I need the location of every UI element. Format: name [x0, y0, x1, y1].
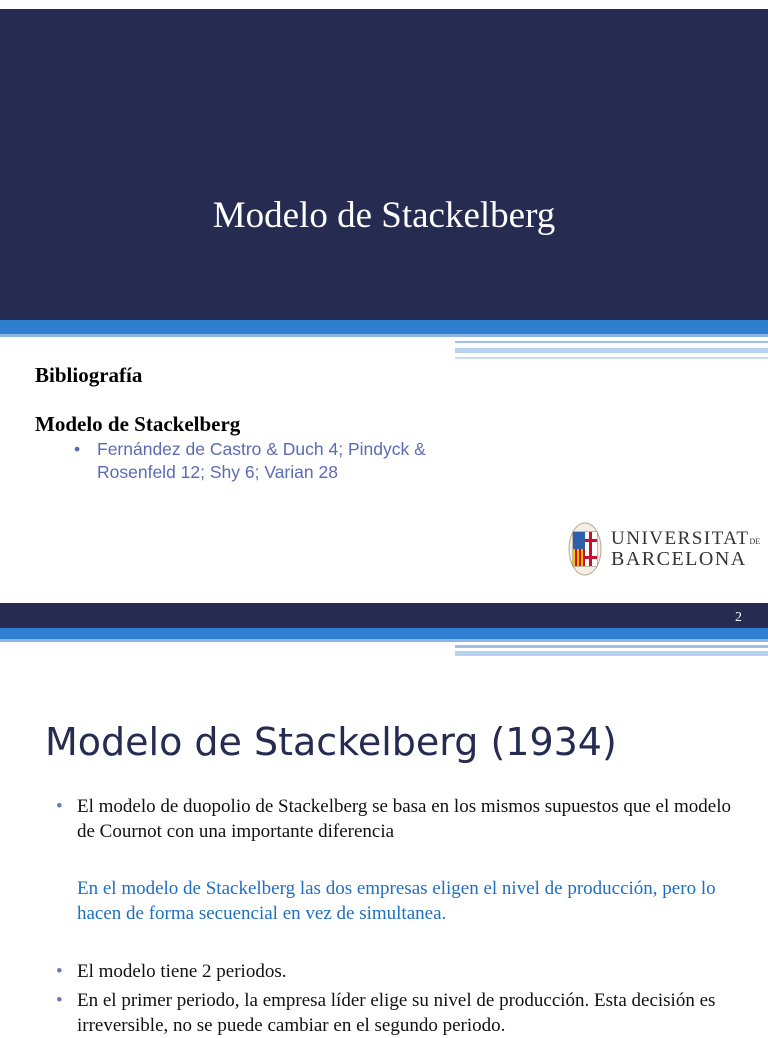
page-number: 2 [735, 610, 742, 625]
list-item [74, 438, 494, 484]
university-crest-icon [568, 522, 602, 576]
university-name-line1: UNIVERSITATDE [611, 528, 761, 549]
university-logo [568, 522, 761, 578]
bullet-icon: • [56, 990, 63, 1011]
bullet-list [56, 794, 746, 844]
bullet-text: En el primer periodo, la empresa líder elige su nivel de producción. Esta decisión es irreversible, no se puede cambiar en el segundo periodo. [77, 990, 716, 1036]
slide-title: Modelo de Stackelberg [212, 195, 556, 236]
model-heading: Modelo de Stackelberg [35, 412, 241, 436]
accent-stripe-thin [455, 645, 768, 648]
accent-stripe-light [0, 334, 768, 337]
bullet-icon: • [56, 961, 63, 982]
bullet-list [56, 959, 746, 1038]
bullet-text: El modelo tiene 2 periodos. [77, 961, 287, 982]
bibliography-heading: Bibliografía [35, 363, 143, 387]
accent-stripe-thin [455, 357, 768, 359]
bullet-icon: • [74, 439, 81, 459]
accent-stripe-thin [455, 651, 768, 656]
accent-stripe-light [0, 639, 768, 642]
slide-separator-band [0, 603, 768, 628]
reference-list [74, 438, 494, 484]
list-item [56, 794, 746, 844]
university-name-line2: BARCELONA [611, 548, 747, 570]
accent-stripe [0, 628, 768, 639]
slide-title: Modelo de Stackelberg (1934) [45, 720, 617, 764]
list-item [56, 959, 746, 984]
bullet-text: El modelo de duopolio de Stackelberg se basa en los mismos supuestos que el modelo de Cournot con una importante diferencia [77, 796, 731, 842]
accent-stripe-thin [455, 341, 768, 343]
list-item [56, 988, 746, 1038]
top-margin [0, 0, 768, 9]
accent-stripe [0, 320, 768, 334]
title-band [0, 9, 768, 320]
bullet-icon: • [56, 796, 63, 817]
reference-text: Fernández de Castro & Duch 4; Pindyck & Rosenfeld 12; Shy 6; Varian 28 [97, 439, 426, 482]
highlight-text: En el modelo de Stackelberg las dos empresas eligen el nivel de producción, pero lo hacen de forma secuencial en vez de simultanea. [77, 878, 716, 924]
accent-stripe-thin [455, 348, 768, 353]
